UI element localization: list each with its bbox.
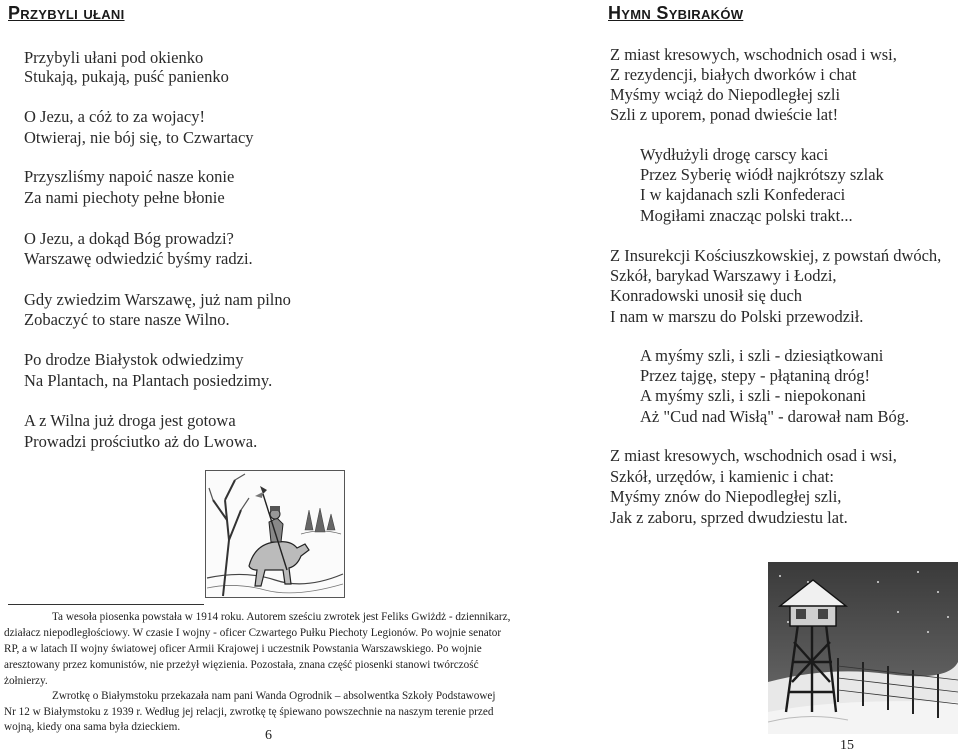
verse-line: Na Plantach, na Plantach posiedzimy. — [24, 371, 273, 390]
verse-line: Aż "Cud nad Wisłą" - darował nam Bóg. — [640, 407, 910, 426]
verse-line: Stukają, pukają, puść panienko — [24, 67, 229, 86]
footnote-line: działacz niepodległościowy. W czasie I wojny - oficer Czwartego Pułku Piechoty Legionów. Po wojnie senator — [4, 627, 502, 639]
verse-line: A z Wilna już droga jest gotowa — [24, 411, 236, 430]
right-page-number: 15 — [840, 738, 854, 753]
right-page-title: Hymn Sybiraków — [608, 3, 744, 23]
verse-line: Po drodze Białystok odwiedzimy — [24, 350, 244, 369]
watchtower-illustration — [768, 562, 958, 734]
footnote-line: wojną, kiedy ona sama była dzieckiem. — [4, 721, 181, 733]
uhlan-rider-illustration — [205, 470, 345, 598]
verse-line: Z Insurekcji Kościuszkowskiej, z powstań dwóch, — [610, 246, 942, 265]
verse-line: Szkół, barykad Warszawy i Łodzi, — [610, 266, 837, 285]
verse-line: A myśmy szli, i szli - dziesiątkowani — [640, 346, 884, 365]
verse-line: Gdy zwiedzim Warszawę, już nam pilno — [24, 290, 291, 309]
verse-line: Z miast kresowych, wschodnich osad i wsi, — [610, 446, 897, 465]
verse-line: Szli z uporem, ponad dwieście lat! — [610, 105, 839, 124]
verse-line: Przez Syberię wiódł najkrótszy szlak — [640, 165, 884, 184]
verse-line: Warszawę odwiedzić byśmy radzi. — [24, 249, 253, 268]
verse-line: Przybyli ułani pod okienko — [24, 48, 204, 67]
left-page-title: Przybyli ułani — [8, 3, 125, 23]
footnote-separator — [8, 604, 204, 605]
verse-line: Przez tajgę, stepy - płątaniną dróg! — [640, 366, 870, 385]
verse-line: Prowadzi prościutko aż do Lwowa. — [24, 432, 258, 451]
footnote-line: aresztowany przez komunistów, nie przeżył więzienia. Pozostała, znana część piosenki stanowi twórczość — [4, 659, 479, 671]
verse-line: I nam w marszu do Polski przewodził. — [610, 307, 864, 326]
verse-line: Szkół, urzędów, i kamienic i chat: — [610, 467, 834, 486]
verse-line: I w kajdanach szli Konfederaci — [640, 185, 846, 204]
verse-line: Przyszliśmy napoić nasze konie — [24, 167, 235, 186]
footnote-line: Ta wesoła piosenka powstała w 1914 roku. Autorem sześciu zwrotek jest Feliks Gwiżdż - dziennikarz, — [52, 611, 511, 623]
verse-line: Myśmy wciąż do Niepodległej szli — [610, 85, 841, 104]
verse-line: Jak z zaboru, sprzed dwudziestu lat. — [610, 508, 848, 527]
footnote-line: Zwrotkę o Białymstoku przekazała nam pani Wanda Ogrodnik – absolwentka Szkoły Podstawowej — [52, 690, 496, 702]
verse-line: Z rezydencji, białych dworków i chat — [610, 65, 857, 84]
verse-line: Otwieraj, nie bój się, to Czwartacy — [24, 128, 254, 147]
verse-line: O Jezu, a cóż to za wojacy! — [24, 107, 205, 126]
verse-line: Wydłużyli drogę carscy kaci — [640, 145, 829, 164]
left-page-number: 6 — [265, 728, 272, 743]
verse-line: O Jezu, a dokąd Bóg prowadzi? — [24, 229, 234, 248]
verse-line: Konradowski unosił się duch — [610, 286, 803, 305]
verse-line: A myśmy szli, i szli - niepokonani — [640, 386, 866, 405]
verse-line: Za nami piechoty pełne błonie — [24, 188, 225, 207]
footnote-line: RP, a w latach II wojny światowej oficer Armii Krajowej i uczestnik Powstania Warszawskiego. Po wojnie — [4, 643, 482, 655]
verse-line: Mogiłami znacząc polski trakt... — [640, 206, 853, 225]
verse-line: Z miast kresowych, wschodnich osad i wsi, — [610, 45, 897, 64]
verse-line: Myśmy znów do Niepodległej szli, — [610, 487, 842, 506]
footnote-line: żołnierzy. — [4, 675, 48, 687]
verse-line: Zobaczyć to stare nasze Wilno. — [24, 310, 230, 329]
footnote-line: Nr 12 w Białymstoku z 1939 r. Według jej relacji, zwrotkę tę śpiewano powszechnie na naszym terenie przed — [4, 706, 494, 718]
